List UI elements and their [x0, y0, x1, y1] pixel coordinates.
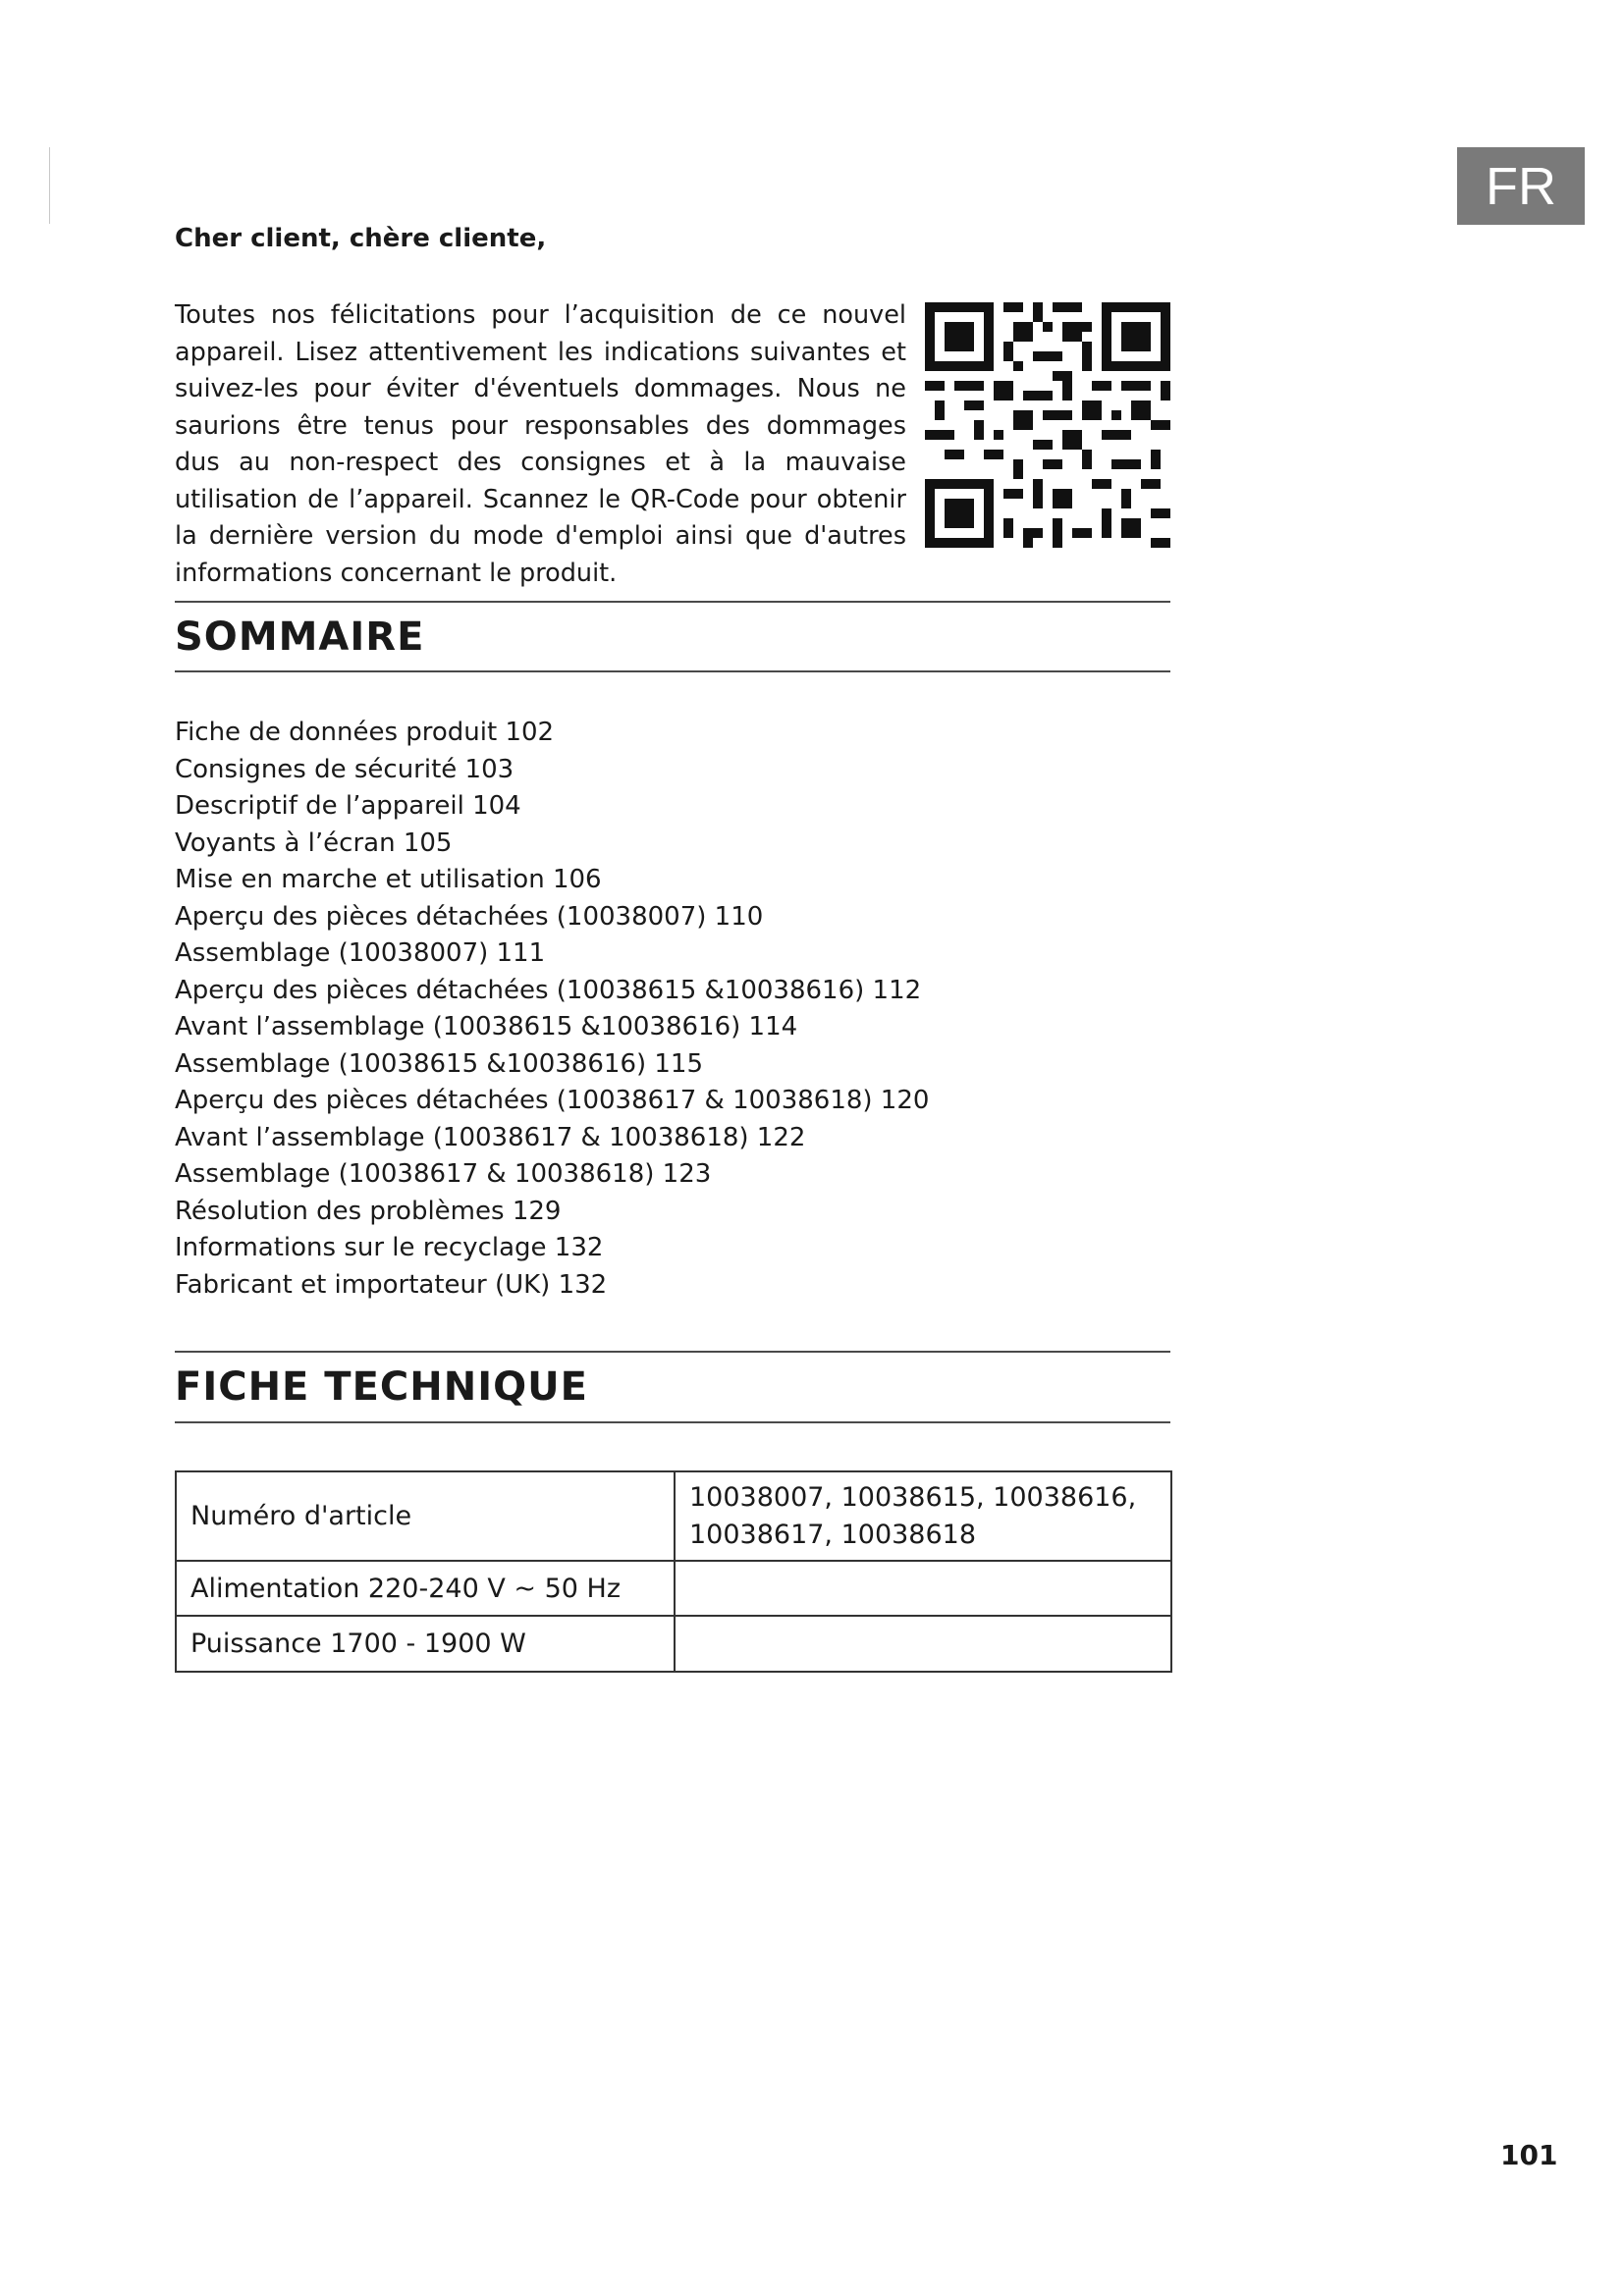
spec-label: Alimentation 220-240 V ~ 50 Hz [176, 1561, 675, 1616]
spec-value [675, 1471, 1171, 1561]
tech-sheet-title: FICHE TECHNIQUE [175, 1364, 588, 1410]
summary-top-rule [175, 601, 1170, 603]
toc-item: Consignes de sécurité 103 [175, 754, 514, 784]
spec-value-line: 10038007, 10038615, 10038616, [689, 1481, 1137, 1513]
toc-item: Voyants à l’écran 105 [175, 828, 453, 858]
toc-item: Assemblage (10038007) 111 [175, 938, 546, 968]
toc-item: Fabricant et importateur (UK) 132 [175, 1269, 608, 1300]
tech-sheet-top-rule [175, 1351, 1170, 1353]
toc-item: Avant l’assemblage (10038617 & 10038618) 122 [175, 1122, 806, 1152]
table-row [176, 1561, 1171, 1616]
greeting: Cher client, chère cliente, [175, 224, 547, 253]
toc-item: Assemblage (10038615 &10038616) 115 [175, 1048, 704, 1079]
toc-item: Descriptif de l’appareil 104 [175, 791, 521, 821]
toc-item: Aperçu des pièces détachées (10038007) 110 [175, 901, 764, 932]
toc-item: Résolution des problèmes 129 [175, 1196, 562, 1226]
summary-title: SOMMAIRE [175, 614, 425, 660]
toc-item: Mise en marche et utilisation 106 [175, 865, 602, 894]
toc-item: Aperçu des pièces détachées (10038617 & 10038618) 120 [175, 1086, 930, 1115]
table-row [176, 1471, 1171, 1561]
spec-table [175, 1470, 1172, 1673]
margin-divider [49, 147, 50, 224]
intro-paragraph: Toutes nos félicitations pour l’acquisition de ce nouvel appareil. Lisez attentivement les indications suivantes et suivez-les pour éviter d'éventuels dommages. Nous ne saurions être tenus pour responsables des dommages dus au non-respect des consignes et à la mauvaise utilisation de l’appareil. Scannez le QR-Code pour obtenir la dernière version du mode d'emploi ainsi que d'autres informations concernant le produit. [175, 300, 906, 588]
spec-value [675, 1616, 1171, 1672]
spec-value-line: 10038617, 10038618 [689, 1519, 977, 1550]
spec-value [675, 1561, 1171, 1616]
toc-item: Aperçu des pièces détachées (10038615 &10038616) 112 [175, 975, 922, 1005]
toc-item: Informations sur le recyclage 132 [175, 1233, 604, 1262]
summary-bottom-rule [175, 670, 1170, 672]
page-number: 101 [1500, 2139, 1558, 2171]
spec-label: Puissance 1700 - 1900 W [176, 1616, 675, 1672]
table-row [176, 1616, 1171, 1672]
spec-label: Numéro d'article [176, 1471, 675, 1561]
qr-code-icon [925, 302, 1170, 548]
table-of-contents [175, 715, 929, 1304]
language-tab: FR [1457, 147, 1585, 225]
toc-item: Fiche de données produit 102 [175, 718, 555, 747]
tech-sheet-bottom-rule [175, 1421, 1170, 1423]
toc-item: Assemblage (10038617 & 10038618) 123 [175, 1159, 712, 1189]
toc-item: Avant l’assemblage (10038615 &10038616) 114 [175, 1012, 798, 1041]
